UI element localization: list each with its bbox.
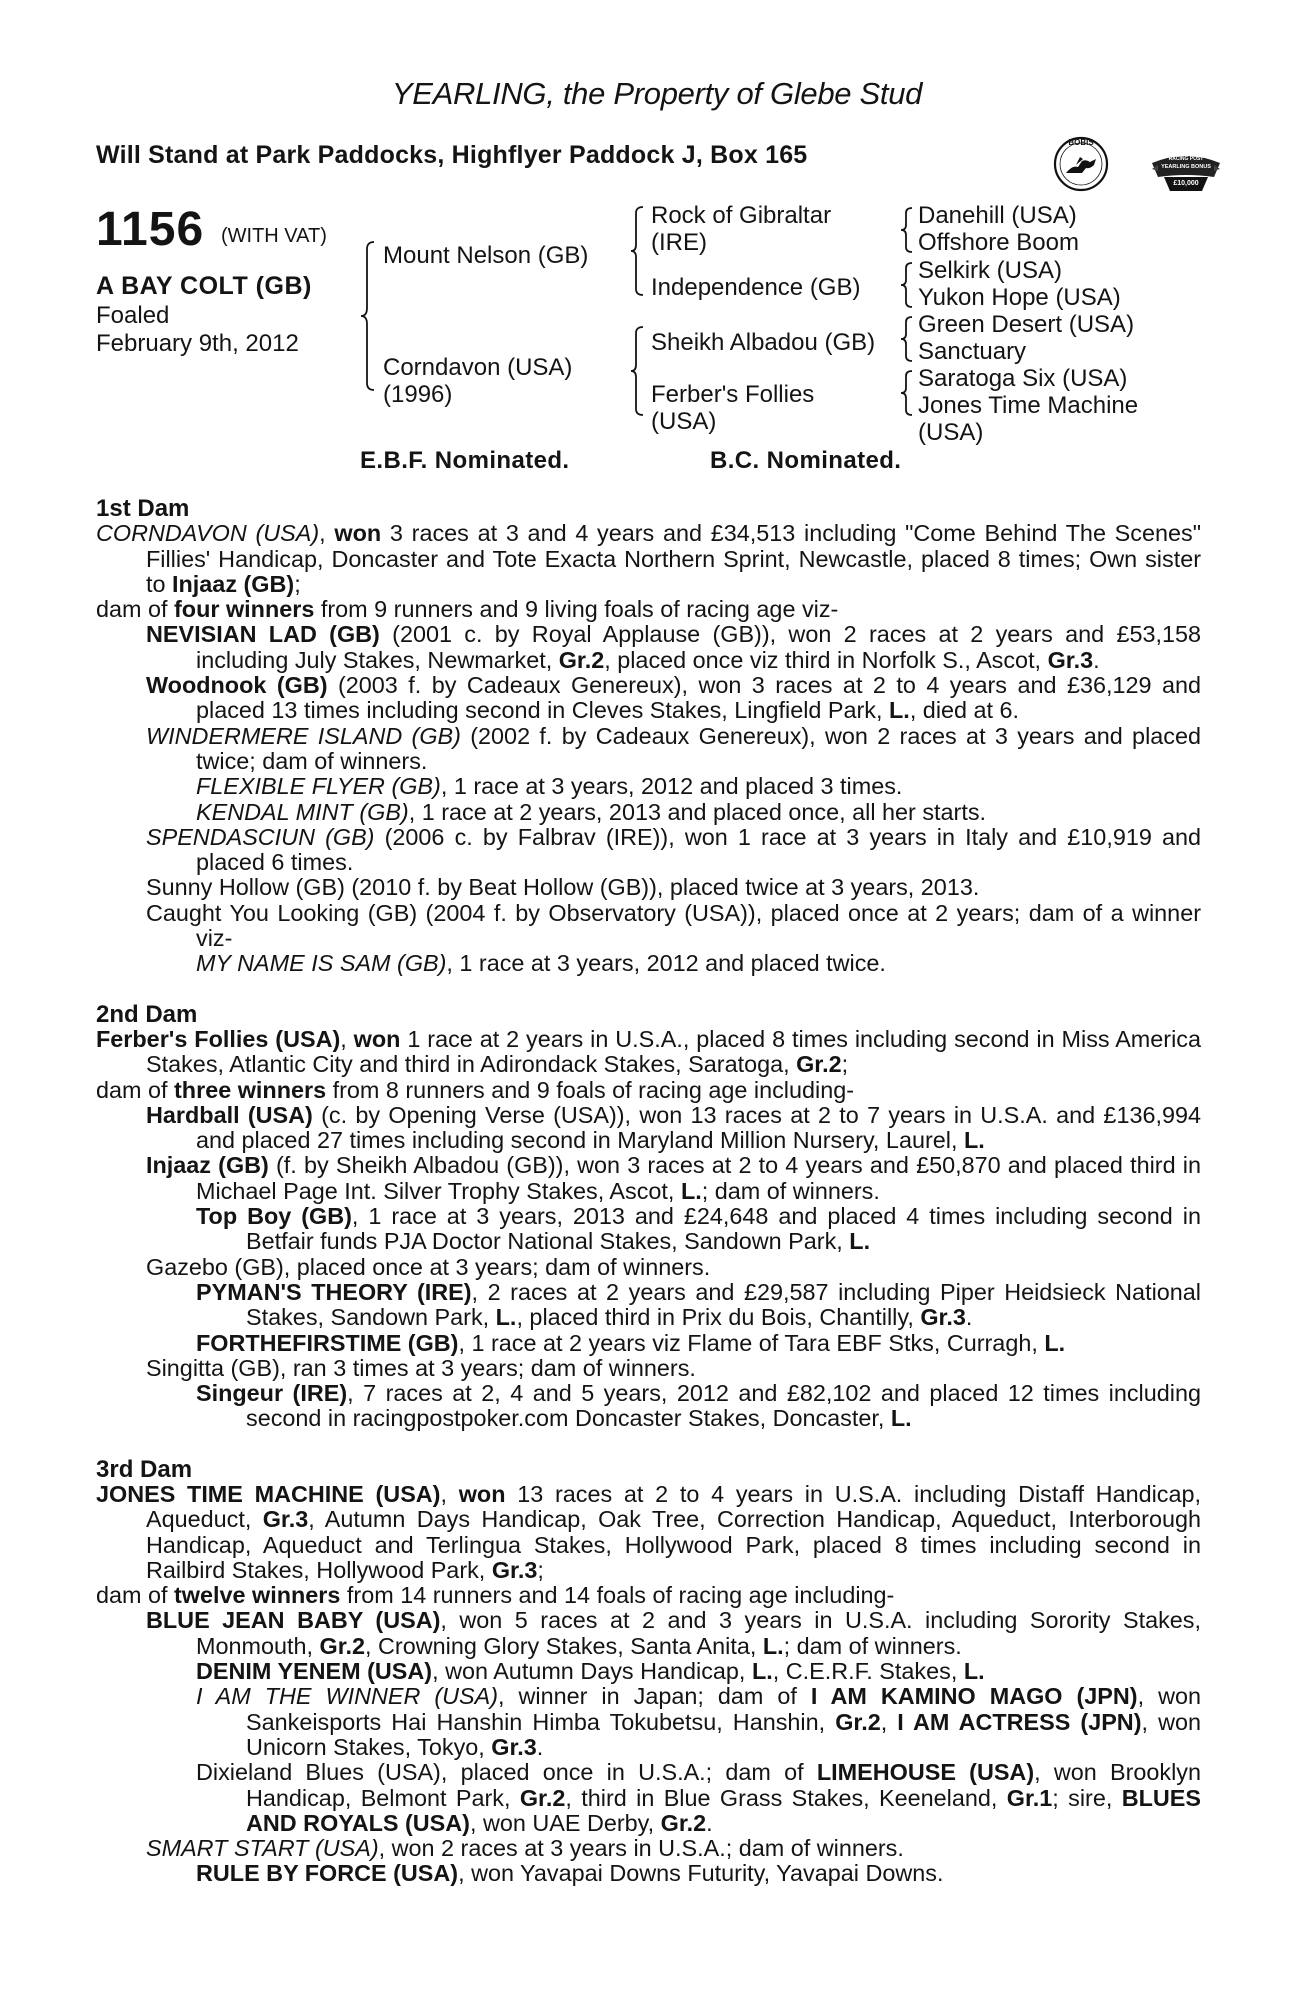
pedigree-paragraph bbox=[96, 1760, 1201, 1836]
text-run: (c. by Opening Verse (USA)), won 13 races at 2 to 7 years in U.S.A. and £136,994 and placed 27 times including second in Maryland Million Nursery, Laurel, bbox=[196, 1101, 1201, 1154]
bold-run: twelve winners bbox=[174, 1582, 341, 1609]
italic-run: SMART START (USA) bbox=[146, 1835, 379, 1862]
pedigree-g3-5: Green Desert (USA) bbox=[918, 311, 1135, 338]
pedigree-brace-g3-1 bbox=[900, 206, 916, 254]
italic-run: CORNDAVON (USA) bbox=[96, 520, 320, 547]
text-run: Caught You Looking (GB) (2004 f. by Observatory (USA)), placed once at 2 years; dam of a winner viz- bbox=[146, 899, 1201, 952]
bold-run: Gr.3 bbox=[262, 1506, 309, 1533]
pedigree-sire: Mount Nelson (GB) bbox=[383, 242, 589, 269]
text-run: dam of bbox=[96, 1582, 175, 1609]
pedigree-g3-8: Jones Time Machine bbox=[918, 392, 1139, 419]
text-run: ; bbox=[841, 1051, 849, 1078]
italic-run: WINDERMERE ISLAND (GB) bbox=[146, 722, 461, 749]
text-run: Sunny Hollow (GB) (2010 f. by Beat Hollow (GB)), placed twice at 3 years, 2013. bbox=[146, 874, 980, 901]
pedigree-brace-sire bbox=[630, 205, 648, 297]
text-run: , Crowning Glory Stakes, Santa Anita, bbox=[365, 1632, 763, 1659]
pedigree-g3-4: Yukon Hope (USA) bbox=[918, 284, 1121, 311]
yearling-bonus-badge bbox=[1148, 147, 1224, 197]
foaled-date: February 9th, 2012 bbox=[96, 330, 299, 357]
pedigree-dam-sire: Sheikh Albadou (GB) bbox=[651, 329, 876, 356]
italic-run: FLEXIBLE FLYER (GB) bbox=[196, 773, 441, 800]
pedigree-g3-9: (USA) bbox=[918, 419, 984, 446]
pedigree-sire-dam: Independence (GB) bbox=[651, 274, 861, 301]
italic-run: SPENDASCIUN (GB) bbox=[146, 823, 375, 850]
pedigree-paragraph bbox=[96, 1078, 1201, 1103]
pedigree-g3-3: Selkirk (USA) bbox=[918, 257, 1063, 284]
pedigree-g3-2: Offshore Boom bbox=[918, 229, 1079, 256]
section-heading: 3rd Dam bbox=[96, 1455, 193, 1483]
bold-run: Gr.2 bbox=[519, 1784, 566, 1811]
text-run: , bbox=[319, 520, 335, 547]
bold-run: Injaaz (GB) bbox=[172, 570, 295, 597]
bold-run: won bbox=[458, 1480, 506, 1507]
pedigree-paragraph bbox=[96, 1836, 1201, 1861]
bold-run: FORTHEFIRSTIME (GB) bbox=[196, 1329, 459, 1356]
bold-run: Gr.1 bbox=[1006, 1784, 1053, 1811]
bold-run: L. bbox=[963, 1127, 985, 1154]
italic-run: MY NAME IS SAM (GB) bbox=[196, 950, 447, 977]
bold-run: won bbox=[353, 1025, 401, 1052]
bold-run: Ferber's Follies (USA) bbox=[96, 1025, 341, 1052]
text-run: , won Yavapai Downs Futurity, Yavapai Downs. bbox=[458, 1860, 944, 1887]
pedigree-paragraph bbox=[96, 1684, 1201, 1760]
text-run: , 1 race at 3 years, 2012 and placed 3 times. bbox=[440, 773, 903, 800]
pedigree-paragraph bbox=[96, 622, 1201, 673]
text-run: , 1 race at 3 years, 2012 and placed twice. bbox=[446, 950, 886, 977]
text-run: , died at 6. bbox=[909, 697, 1020, 724]
bold-run: Gr.3 bbox=[1047, 646, 1094, 673]
pedigree-paragraph bbox=[96, 1482, 1201, 1583]
pedigree-sire-sire-line2: (IRE) bbox=[651, 229, 707, 256]
text-run: 1 race at 2 years in U.S.A., placed 8 times including second in Miss America Stakes, Atlantic City and third in Adirondack Stakes, Saratoga, bbox=[146, 1025, 1201, 1078]
pedigree-dam-line2: (1996) bbox=[383, 381, 453, 408]
text-run: , 1 race at 2 years, 2013 and placed once, all her starts. bbox=[408, 798, 987, 825]
bonus-top-label: RACING POST bbox=[1168, 156, 1204, 162]
italic-run: KENDAL MINT (GB) bbox=[196, 798, 409, 825]
pedigree-dam-line1: Corndavon (USA) bbox=[383, 354, 573, 381]
section-heading: 2nd Dam bbox=[96, 1000, 198, 1028]
text-run: , won Autumn Days Handicap, bbox=[432, 1658, 752, 1685]
text-run: , 7 races at 2, 4 and 5 years, 2012 and £82,102 and placed 12 times including second in racingpostpoker.com Doncaster Stakes, Doncaster, bbox=[246, 1380, 1201, 1432]
bc-nominated: B.C. Nominated. bbox=[710, 447, 902, 474]
lot-number: 1156 bbox=[96, 203, 205, 256]
lot-vat: (WITH VAT) bbox=[221, 225, 327, 247]
bold-run: I AM KAMINO MAGO (JPN) bbox=[810, 1683, 1138, 1710]
text-run: , won 2 races at 3 years in U.S.A.; dam of winners. bbox=[378, 1835, 904, 1862]
bold-run: L. bbox=[495, 1304, 517, 1331]
bonus-amount-label: £10,000 bbox=[1173, 180, 1199, 187]
pedigree-paragraph bbox=[96, 1659, 1201, 1684]
bold-run: L. bbox=[889, 697, 910, 724]
bold-run: I AM ACTRESS (JPN) bbox=[897, 1708, 1142, 1735]
pedigree-paragraph bbox=[96, 1356, 1201, 1381]
lot-description: A BAY COLT (GB) bbox=[96, 272, 312, 300]
text-run: , 1 race at 2 years viz Flame of Tara EBF Stks, Curragh, bbox=[458, 1329, 1045, 1356]
pedigree-paragraph bbox=[96, 774, 1201, 799]
pedigree-dam-dam-line1: Ferber's Follies bbox=[651, 381, 815, 408]
pedigree-paragraph bbox=[96, 1608, 1201, 1659]
bold-run: L. bbox=[1044, 1329, 1066, 1356]
text-run: . bbox=[965, 1304, 973, 1331]
text-run: dam of bbox=[96, 1076, 175, 1103]
pedigree-g3-7: Saratoga Six (USA) bbox=[918, 365, 1128, 392]
bold-run: LIMEHOUSE (USA) bbox=[816, 1759, 1035, 1786]
pedigree-paragraph bbox=[96, 800, 1201, 825]
pedigree-paragraph bbox=[96, 521, 1201, 597]
pedigree-g3-6: Sanctuary bbox=[918, 338, 1027, 365]
pedigree-paragraph bbox=[96, 1153, 1201, 1204]
bold-run: L. bbox=[762, 1632, 784, 1659]
pedigree-paragraph bbox=[96, 597, 1201, 622]
bobis-label: BOBIS bbox=[1068, 138, 1094, 147]
bold-run: DENIM YENEM (USA) bbox=[196, 1658, 433, 1685]
pedigree-paragraph bbox=[96, 825, 1201, 876]
text-run: , bbox=[340, 1025, 354, 1052]
pedigree-paragraph bbox=[96, 951, 1201, 976]
stand-location: Will Stand at Park Paddocks, Highflyer Paddock J, Box 165 bbox=[96, 141, 808, 169]
text-run: , won Sankeisports Hai Hanshin Himba Tokubetsu, Hanshin, bbox=[246, 1683, 1201, 1735]
pedigree-paragraph bbox=[96, 673, 1201, 724]
bold-run: Gr.3 bbox=[491, 1733, 537, 1760]
yearling-bonus-logo-icon bbox=[1148, 147, 1224, 197]
bold-run: Gr.3 bbox=[491, 1556, 538, 1583]
pedigree-paragraph bbox=[96, 724, 1201, 775]
bold-run: L. bbox=[680, 1177, 702, 1204]
pedigree-paragraph bbox=[96, 1861, 1201, 1886]
text-run: , 2 races at 2 years and £29,587 including Piper Heidsieck National Stakes, Sandown Park, bbox=[246, 1278, 1201, 1331]
pedigree-paragraph bbox=[96, 1331, 1201, 1356]
bold-run: Gr.2 bbox=[796, 1051, 842, 1078]
bold-run: RULE BY FORCE (USA) bbox=[196, 1860, 459, 1887]
bold-run: Injaaz (GB) bbox=[146, 1152, 269, 1179]
bold-run: L. bbox=[963, 1658, 985, 1685]
text-run: , C.E.R.F. Stakes, bbox=[772, 1658, 964, 1685]
bold-run: Woodnook (GB) bbox=[146, 672, 328, 699]
bold-run: Gr.2 bbox=[558, 646, 605, 673]
text-run: , placed once viz third in Norfolk S., Ascot, bbox=[604, 646, 1048, 673]
bold-run: BLUE JEAN BABY (USA) bbox=[146, 1607, 441, 1634]
text-run: (2003 f. by Cadeaux Genereux), won 3 races at 2 to 4 years and £36,129 and placed 13 times including second in Cleves Stakes, Lingfield Park, bbox=[196, 672, 1201, 724]
bold-run: Singeur (IRE) bbox=[196, 1380, 348, 1407]
bold-run: Gr.2 bbox=[660, 1809, 707, 1836]
text-run: , won Unicorn Stakes, Tokyo, bbox=[246, 1708, 1201, 1760]
text-run: ; dam of winners. bbox=[701, 1177, 880, 1204]
bold-run: PYMAN'S THEORY (IRE) bbox=[196, 1278, 472, 1305]
pedigree-brace-g3-3 bbox=[900, 315, 916, 363]
text-run: . bbox=[706, 1809, 713, 1836]
text-run: , 1 race at 3 years, 2013 and £24,648 and placed 4 times including second in Betfair funds PJA Doctor National Stakes, Sandown Park, bbox=[246, 1203, 1201, 1255]
pedigree-brace-main bbox=[360, 240, 380, 392]
text-run: , bbox=[880, 1708, 898, 1735]
bold-run: Gr.2 bbox=[319, 1632, 366, 1659]
italic-run: I AM THE WINNER (USA) bbox=[196, 1683, 499, 1710]
pedigree-paragraph bbox=[96, 875, 1201, 900]
text-run: , won UAE Derby, bbox=[469, 1809, 661, 1836]
text-run: Gazebo (GB), placed once at 3 years; dam of winners. bbox=[146, 1253, 711, 1280]
text-run: (2006 c. by Falbrav (IRE)), won 1 race at 3 years in Italy and £10,919 and placed 6 times. bbox=[196, 823, 1201, 876]
bold-run: L. bbox=[751, 1658, 773, 1685]
catalogue-heading: YEARLING, the Property of Glebe Stud bbox=[391, 76, 923, 111]
ebf-nominated: E.B.F. Nominated. bbox=[360, 447, 570, 474]
text-run: , third in Blue Grass Stakes, Keeneland, bbox=[565, 1784, 1007, 1811]
text-run: (f. by Sheikh Albadou (GB)), won 3 races at 2 to 4 years and £50,870 and placed third in Michael Page Int. Silver Trophy Stakes, Ascot, bbox=[196, 1152, 1201, 1204]
text-run: from 8 runners and 9 foals of racing age including- bbox=[326, 1076, 854, 1103]
bold-run: BLUES AND ROYALS (USA) bbox=[246, 1784, 1201, 1836]
bold-run: three winners bbox=[174, 1076, 327, 1103]
bold-run: L. bbox=[890, 1405, 912, 1432]
bold-run: Gr.2 bbox=[835, 1708, 881, 1735]
text-run: , Autumn Days Handicap, Oak Tree, Correction Handicap, Aqueduct, Interborough Handicap, Aqueduct and Terlingua Stakes, Hollywood Park, placed 8 times including second in Railbird Stakes, Hollywood Park, bbox=[146, 1506, 1201, 1583]
text-run: ; bbox=[294, 570, 301, 597]
foaled-label: Foaled bbox=[96, 302, 170, 329]
text-run: (2002 f. by Cadeaux Genereux), won 2 races at 3 years and placed twice; dam of winners. bbox=[196, 722, 1201, 774]
text-run: Singitta (GB), ran 3 times at 3 years; dam of winners. bbox=[146, 1354, 696, 1381]
pedigree-paragraph bbox=[96, 1255, 1201, 1280]
bold-run: JONES TIME MACHINE (USA) bbox=[96, 1480, 441, 1507]
text-run: dam of bbox=[96, 596, 175, 623]
pedigree-dam-dam-line2: (USA) bbox=[651, 408, 717, 435]
text-run: , won 5 races at 2 and 3 years in U.S.A. including Sorority Stakes, Monmouth, bbox=[196, 1607, 1201, 1659]
text-run: . bbox=[536, 1733, 544, 1760]
dam-sections bbox=[96, 496, 1201, 1887]
text-run: from 14 runners and 14 foals of racing age including- bbox=[340, 1582, 895, 1609]
text-run: from 9 runners and 9 living foals of racing age viz- bbox=[314, 596, 839, 623]
text-run: ; dam of winners. bbox=[783, 1632, 962, 1659]
bold-run: NEVISIAN LAD (GB) bbox=[146, 621, 380, 648]
pedigree-brace-g3-4 bbox=[900, 369, 916, 417]
text-run: (2001 c. by Royal Applause (GB)), won 2 races at 2 years and £53,158 including July Stakes, Newmarket, bbox=[196, 621, 1201, 673]
pedigree-paragraph bbox=[96, 1583, 1201, 1608]
bold-run: won bbox=[334, 520, 382, 547]
text-run: , bbox=[440, 1480, 459, 1507]
pedigree-paragraph bbox=[96, 1381, 1201, 1432]
bold-run: Hardball (USA) bbox=[146, 1101, 313, 1128]
pedigree-brace-dam bbox=[630, 325, 648, 417]
bobis-badge bbox=[1052, 135, 1110, 193]
text-run: , placed third in Prix du Bois, Chantilly, bbox=[516, 1304, 921, 1331]
pedigree-sire-sire-line1: Rock of Gibraltar bbox=[651, 202, 832, 229]
text-run: Dixieland Blues (USA), placed once in U.S.A.; dam of bbox=[196, 1759, 817, 1786]
text-run: ; bbox=[537, 1556, 544, 1583]
text-run: 13 races at 2 to 4 years in U.S.A. including Distaff Handicap, Aqueduct, bbox=[146, 1480, 1202, 1533]
text-run: , won Brooklyn Handicap, Belmont Park, bbox=[246, 1759, 1201, 1811]
bold-run: Top Boy (GB) bbox=[196, 1203, 352, 1230]
pedigree-paragraph bbox=[96, 1280, 1201, 1331]
text-run: 3 races at 3 and 4 years and £34,513 including "Come Behind The Scenes" Fillies' Handicap, Doncaster and Tote Exacta Northern Sprint, Newcastle, placed 8 times; Own sister to bbox=[146, 520, 1202, 597]
pedigree-paragraph bbox=[96, 901, 1201, 952]
pedigree-paragraph bbox=[96, 1027, 1201, 1078]
bold-run: L. bbox=[849, 1228, 871, 1255]
pedigree-paragraph bbox=[96, 1204, 1201, 1255]
text-run: , winner in Japan; dam of bbox=[498, 1683, 811, 1710]
pedigree-g3-1: Danehill (USA) bbox=[918, 202, 1077, 229]
text-run: ; sire, bbox=[1052, 1784, 1122, 1811]
bold-run: four winners bbox=[174, 596, 315, 623]
text-run: . bbox=[1093, 646, 1100, 673]
bonus-mid-label: YEARLING BONUS bbox=[1161, 164, 1211, 170]
pedigree-brace-g3-2 bbox=[900, 261, 916, 309]
pedigree-paragraph bbox=[96, 1103, 1201, 1154]
bold-run: Gr.3 bbox=[920, 1304, 966, 1331]
section-heading: 1st Dam bbox=[96, 495, 190, 522]
